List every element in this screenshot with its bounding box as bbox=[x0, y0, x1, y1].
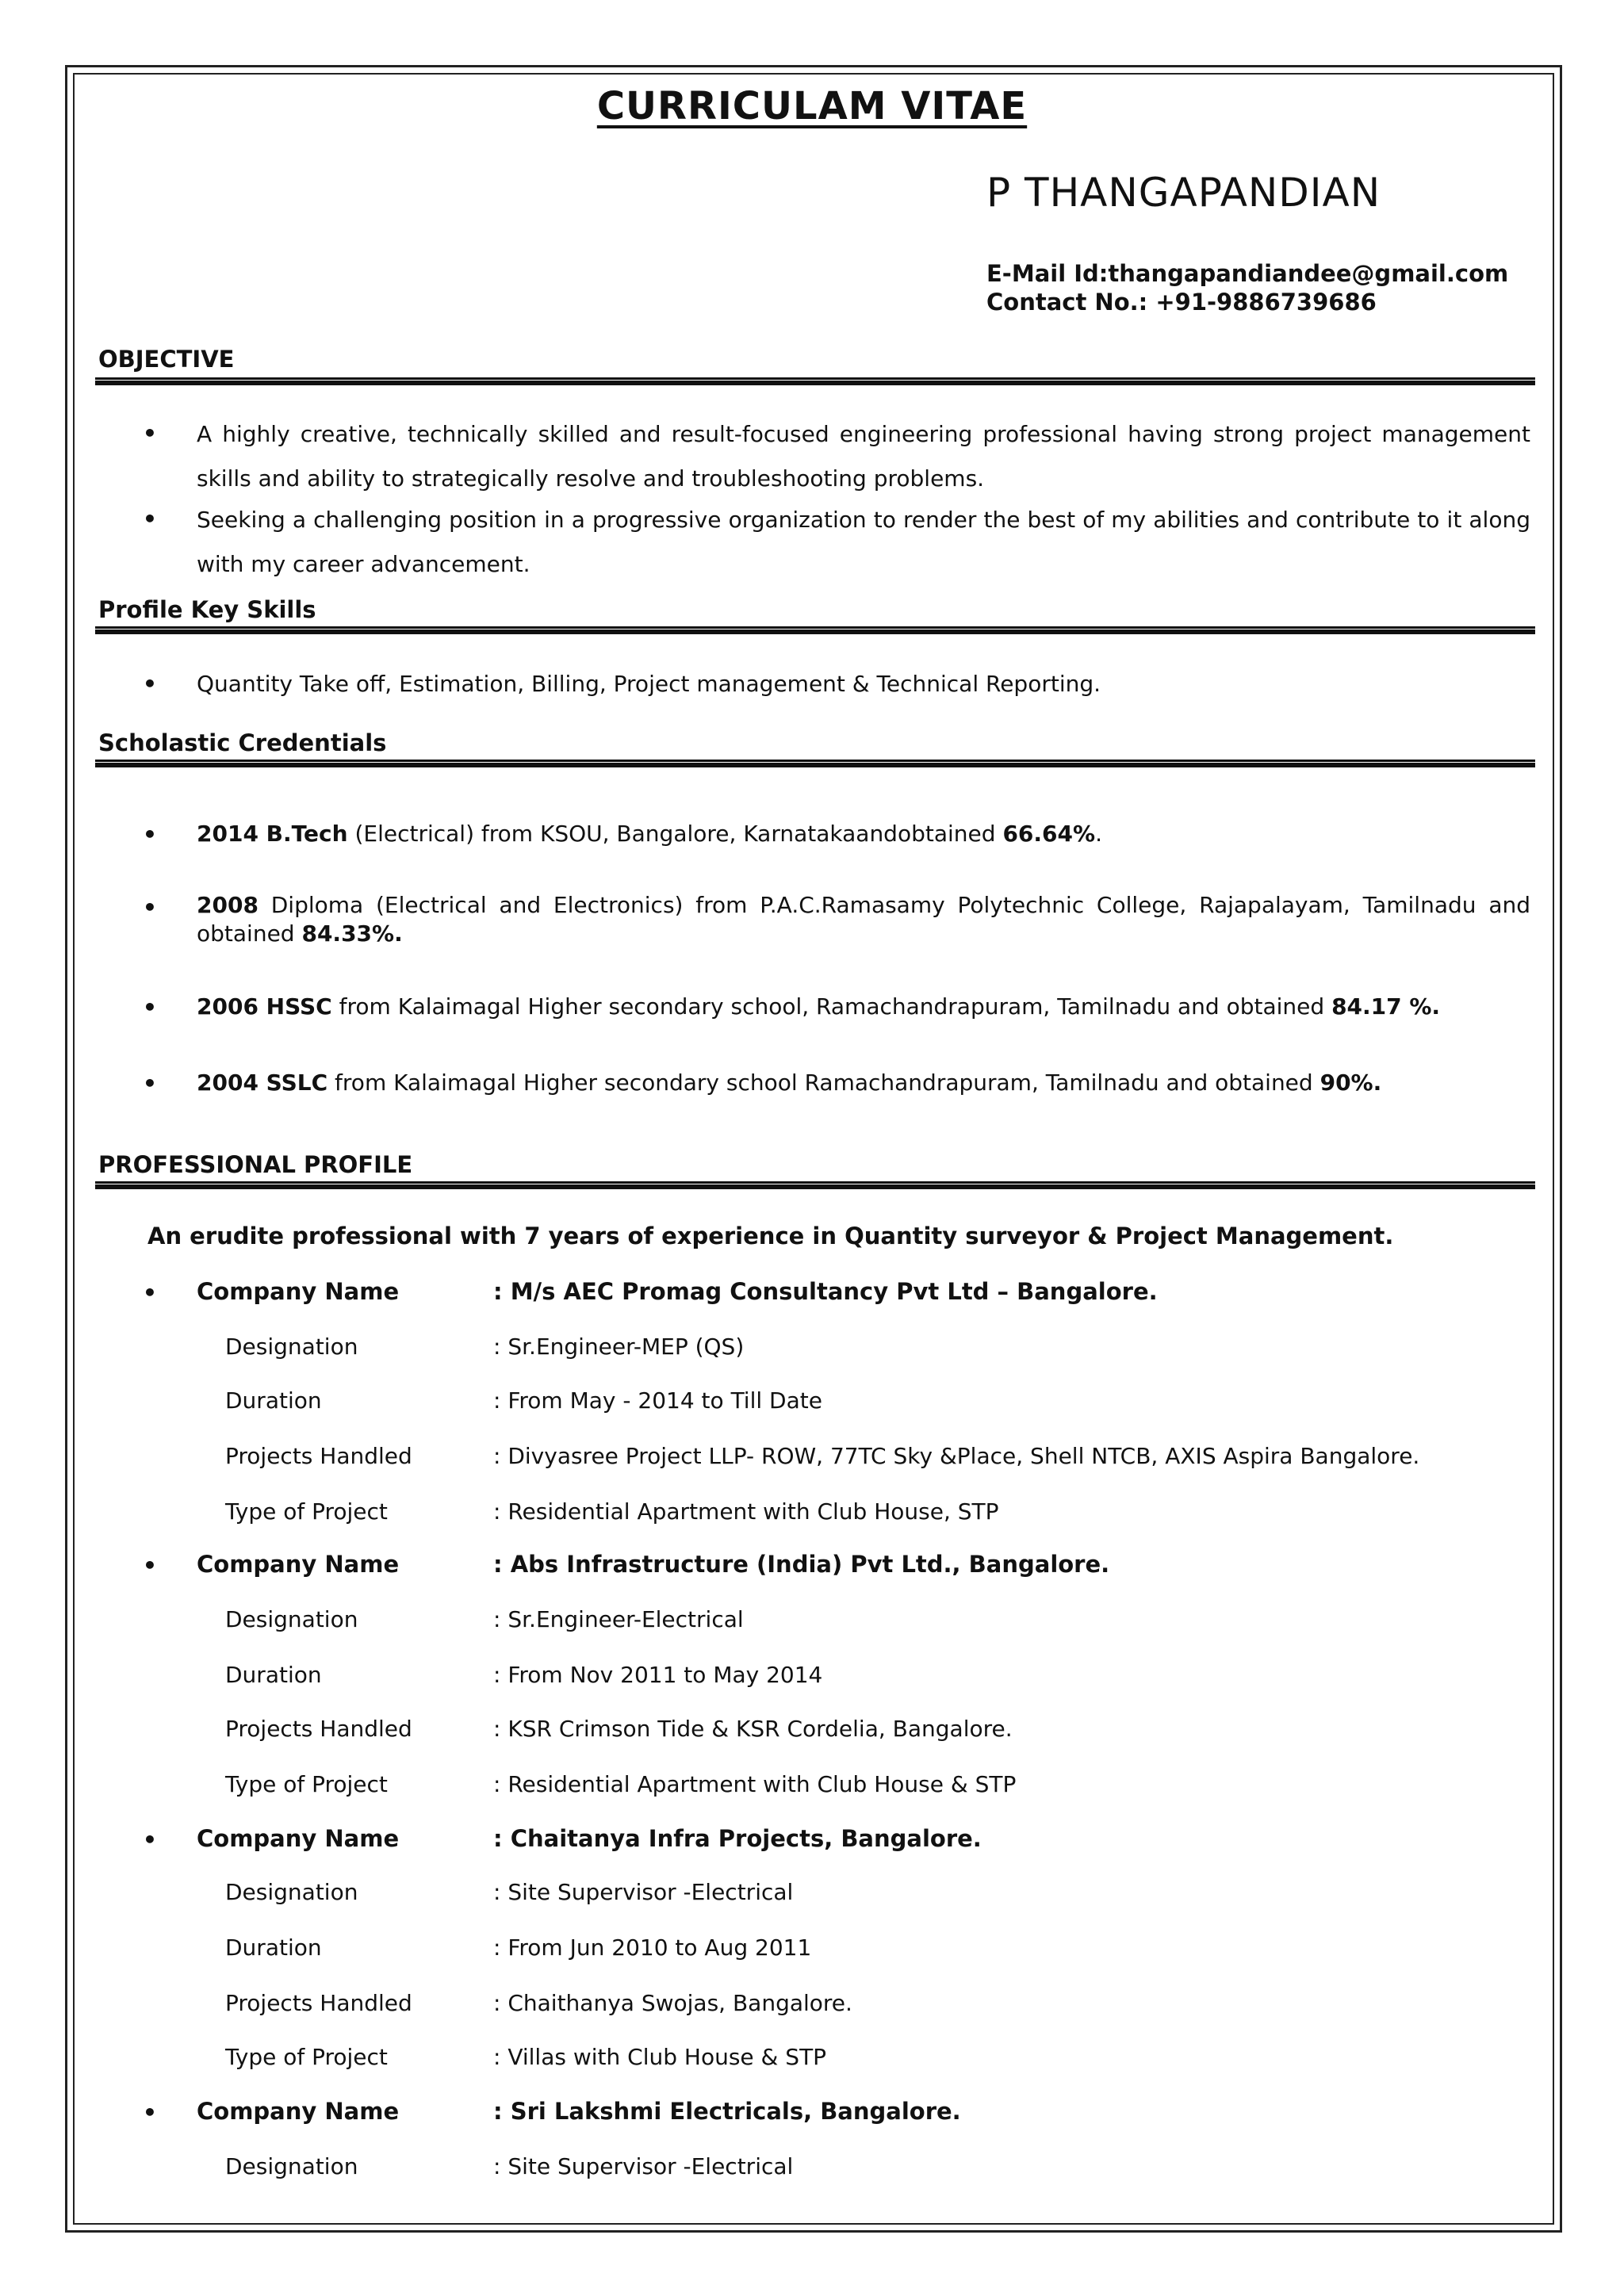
bullet-icon: • bbox=[143, 671, 157, 697]
projects-label: Projects Handled bbox=[225, 1716, 412, 1742]
section-rule bbox=[95, 626, 1535, 634]
section-rule bbox=[95, 1181, 1535, 1189]
projects-value: : Divyasree Project LLP- ROW, 77TC Sky &Place, Shell NTCB, AXIS Aspira Bangalore. bbox=[493, 1443, 1420, 1469]
company-name-label: Company Name bbox=[197, 1551, 400, 1578]
bullet-icon: • bbox=[143, 420, 157, 446]
bullet-icon: • bbox=[143, 994, 157, 1020]
projects-label: Projects Handled bbox=[225, 1990, 412, 2016]
objective-item: Seeking a challenging position in a progressive organization to render the best of my abilities and contribute to it along with my career advancement. bbox=[197, 507, 1530, 577]
duration-value: : From Nov 2011 to May 2014 bbox=[493, 1662, 823, 1688]
projects-label: Projects Handled bbox=[225, 1443, 412, 1469]
education-item: 2014 B.Tech (Electrical) from KSOU, Bangalore, Karnatakaandobtained 66.64%. bbox=[197, 821, 1102, 847]
bullet-icon: • bbox=[143, 506, 157, 532]
designation-value: : Sr.Engineer-MEP (QS) bbox=[493, 1334, 745, 1360]
company-name-value: : M/s AEC Promag Consultancy Pvt Ltd – Bangalore. bbox=[493, 1278, 1158, 1305]
contact-line: Contact No.: +91-9886739686 bbox=[986, 289, 1377, 316]
project-type-value: : Villas with Club House & STP bbox=[493, 2044, 827, 2070]
bullet-icon: • bbox=[143, 2099, 157, 2126]
designation-label: Designation bbox=[225, 1606, 358, 1632]
section-heading-scholastic: Scholastic Credentials bbox=[98, 729, 387, 756]
bullet-icon: • bbox=[143, 1827, 157, 1853]
section-heading-skills: Profile Key Skills bbox=[98, 596, 316, 623]
designation-label: Designation bbox=[225, 1334, 358, 1360]
bullet-icon: • bbox=[143, 894, 157, 920]
bullet-icon: • bbox=[143, 1280, 157, 1306]
company-name-value: : Chaitanya Infra Projects, Bangalore. bbox=[493, 1825, 982, 1852]
duration-label: Duration bbox=[225, 1662, 322, 1688]
project-type-label: Type of Project bbox=[225, 2044, 388, 2070]
section-heading-objective: OBJECTIVE bbox=[98, 346, 235, 373]
duration-value: : From Jun 2010 to Aug 2011 bbox=[493, 1934, 812, 1961]
company-name-label: Company Name bbox=[197, 1278, 400, 1305]
project-type-label: Type of Project bbox=[225, 1498, 388, 1525]
education-item: 2006 HSSC from Kalaimagal Higher secondary school, Ramachandrapuram, Tamilnadu and obtained 84.17 %. bbox=[197, 993, 1441, 1020]
company-name-value: : Abs Infrastructure (India) Pvt Ltd., Bangalore. bbox=[493, 1551, 1110, 1578]
projects-value: : KSR Crimson Tide & KSR Cordelia, Bangalore. bbox=[493, 1716, 1013, 1742]
objective-item: A highly creative, technically skilled and result-focused engineering professional having strong project management skills and ability to strategically resolve and troubleshooting problems. bbox=[197, 421, 1530, 492]
company-name-label: Company Name bbox=[197, 2098, 400, 2125]
section-rule bbox=[95, 377, 1535, 385]
projects-value: : Chaithanya Swojas, Bangalore. bbox=[493, 1990, 852, 2016]
designation-value: : Site Supervisor -Electrical bbox=[493, 1879, 794, 1905]
designation-value: : Sr.Engineer-Electrical bbox=[493, 1606, 744, 1632]
project-type-label: Type of Project bbox=[225, 1771, 388, 1797]
designation-label: Designation bbox=[225, 2153, 358, 2179]
section-rule bbox=[95, 760, 1535, 767]
section-heading-professional: PROFESSIONAL PROFILE bbox=[98, 1151, 413, 1178]
document-title: CURRICULAM VITAE bbox=[596, 84, 1028, 128]
designation-label: Designation bbox=[225, 1879, 358, 1905]
company-name-label: Company Name bbox=[197, 1825, 400, 1852]
project-type-value: : Residential Apartment with Club House & STP bbox=[493, 1771, 1017, 1797]
duration-label: Duration bbox=[225, 1934, 322, 1961]
designation-value: : Site Supervisor -Electrical bbox=[493, 2153, 794, 2179]
company-name-value: : Sri Lakshmi Electricals, Bangalore. bbox=[493, 2098, 961, 2125]
duration-value: : From May - 2014 to Till Date bbox=[493, 1387, 822, 1414]
project-type-value: : Residential Apartment with Club House, STP bbox=[493, 1498, 999, 1525]
candidate-name: P THANGAPANDIAN bbox=[986, 170, 1381, 216]
email-line: E-Mail Id:thangapandiandee@gmail.com bbox=[986, 260, 1509, 287]
bullet-icon: • bbox=[143, 1552, 157, 1578]
skills-item: Quantity Take off, Estimation, Billing, Project management & Technical Reporting. bbox=[197, 671, 1101, 697]
bullet-icon: • bbox=[143, 1070, 157, 1096]
duration-label: Duration bbox=[225, 1387, 322, 1414]
professional-summary: An erudite professional with 7 years of experience in Quantity surveyor & Project Management. bbox=[147, 1223, 1394, 1249]
bullet-icon: • bbox=[143, 821, 157, 848]
education-item: 2008 Diploma (Electrical and Electronics) from P.A.C.Ramasamy Polytechnic College, Rajapalayam, Tamilnadu and obtained 84.33%. bbox=[197, 892, 1530, 947]
education-item: 2004 SSLC from Kalaimagal Higher secondary school Ramachandrapuram, Tamilnadu and obtained 90%. bbox=[197, 1070, 1382, 1096]
